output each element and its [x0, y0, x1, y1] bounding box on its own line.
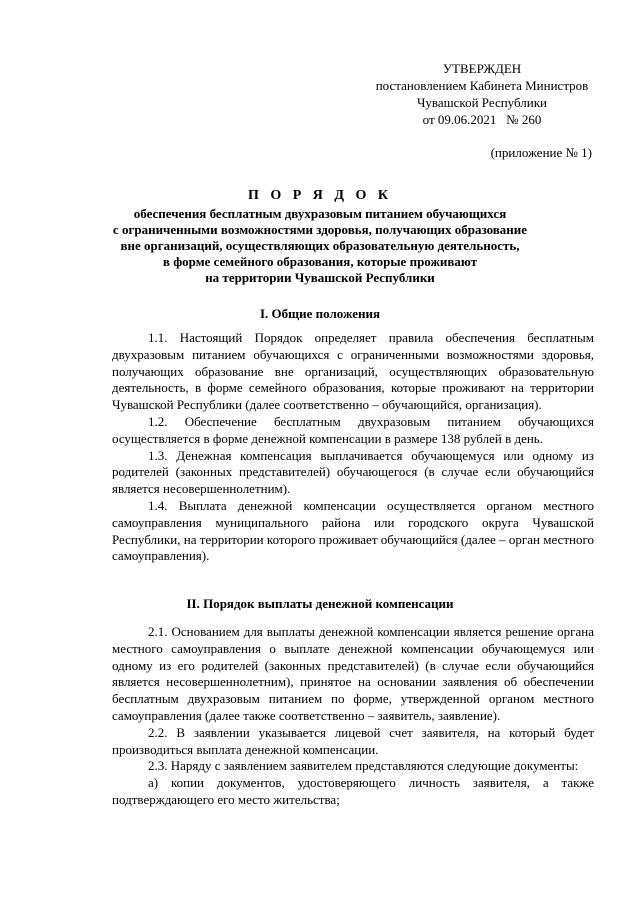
approval-status: УТВЕРЖДЕН [442, 61, 522, 76]
approval-republic: Чувашской Республики [416, 95, 548, 110]
appendix-label: (приложение № 1) [490, 145, 592, 160]
paragraph-2-3: 2.3. Наряду с заявлением заявителем представляются следующие документы: [148, 758, 579, 774]
document-subtitle-line: вне организаций, осуществляющих образовательную деятельность, [120, 238, 520, 253]
approval-stamp [362, 60, 602, 161]
document-subtitle-line: с ограниченными возможностями здоровья, получающих образование [112, 222, 528, 237]
document-title: П О Р Я Д О К [247, 188, 393, 203]
section-2-heading: II. Порядок выплаты денежной компенсации [186, 596, 454, 611]
section-1-body [112, 330, 594, 565]
document-title-block [60, 188, 580, 286]
document-subtitle-line: обеспечения бесплатным двухразовым питанием обучающихся [133, 206, 507, 221]
paragraph-2-2: 2.2. В заявлении указывается лицевой счет заявителя, на который будет производиться выплата денежной компенсации. [112, 724, 594, 757]
document-subtitle-line: на территории Чувашской Республики [205, 270, 435, 285]
approval-authority: постановлением Кабинета Министров [375, 78, 589, 93]
paragraph-2-3-a: а) копии документов, удостоверяющего личность заявителя, а также подтверждающего его место жительства; [112, 775, 594, 807]
paragraph-1-2: 1.2. Обеспечение бесплатным двухразовым питанием обучающихся осуществляется в форме денежной компенсации в размере 138 рублей в день. [112, 413, 594, 446]
paragraph-2-1: 2.1. Основанием для выплаты денежной компенсации является решение органа местного самоуправления о выплате денежной компенсации обучающемуся или одному из его родителей (законных представителей) (в случае если обучающийся является несовершеннолетним), принятое на основании заявления об обеспечении бесплатным двухразовым питанием по форме, утвержденной органом местного самоуправления (далее также соответственно – заявитель, заявление). [112, 624, 594, 723]
paragraph-1-1: 1.1. Настоящий Порядок определяет правила обеспечения бесплатным двухразовым питанием обучающихся с ограниченными возможностями здоровья, получающих образование вне организаций, осуществляющих образовательную деятельность, в форме семейного образования, которые проживают на территории Чувашской Республики (далее соответственно – обучающийся, организация). [112, 330, 594, 413]
document-subtitle-line: в форме семейного образования, которые проживают [162, 254, 478, 269]
section-1-heading: I. Общие положения [260, 306, 380, 321]
paragraph-1-4: 1.4. Выплата денежной компенсации осуществляется органом местного самоуправления муниципального района или городского округа Чувашской Республики, на территории которого проживает обучающийся (далее – орган местного самоуправления). [112, 497, 594, 564]
paragraph-1-3: 1.3. Денежная компенсация выплачивается обучающемуся или одному из родителей (законных представителей) обучающегося (в случае если обучающийся является несовершеннолетним). [112, 447, 594, 497]
section-2-body [112, 624, 594, 809]
approval-date-number: от 09.06.2021 № 260 [422, 112, 542, 127]
